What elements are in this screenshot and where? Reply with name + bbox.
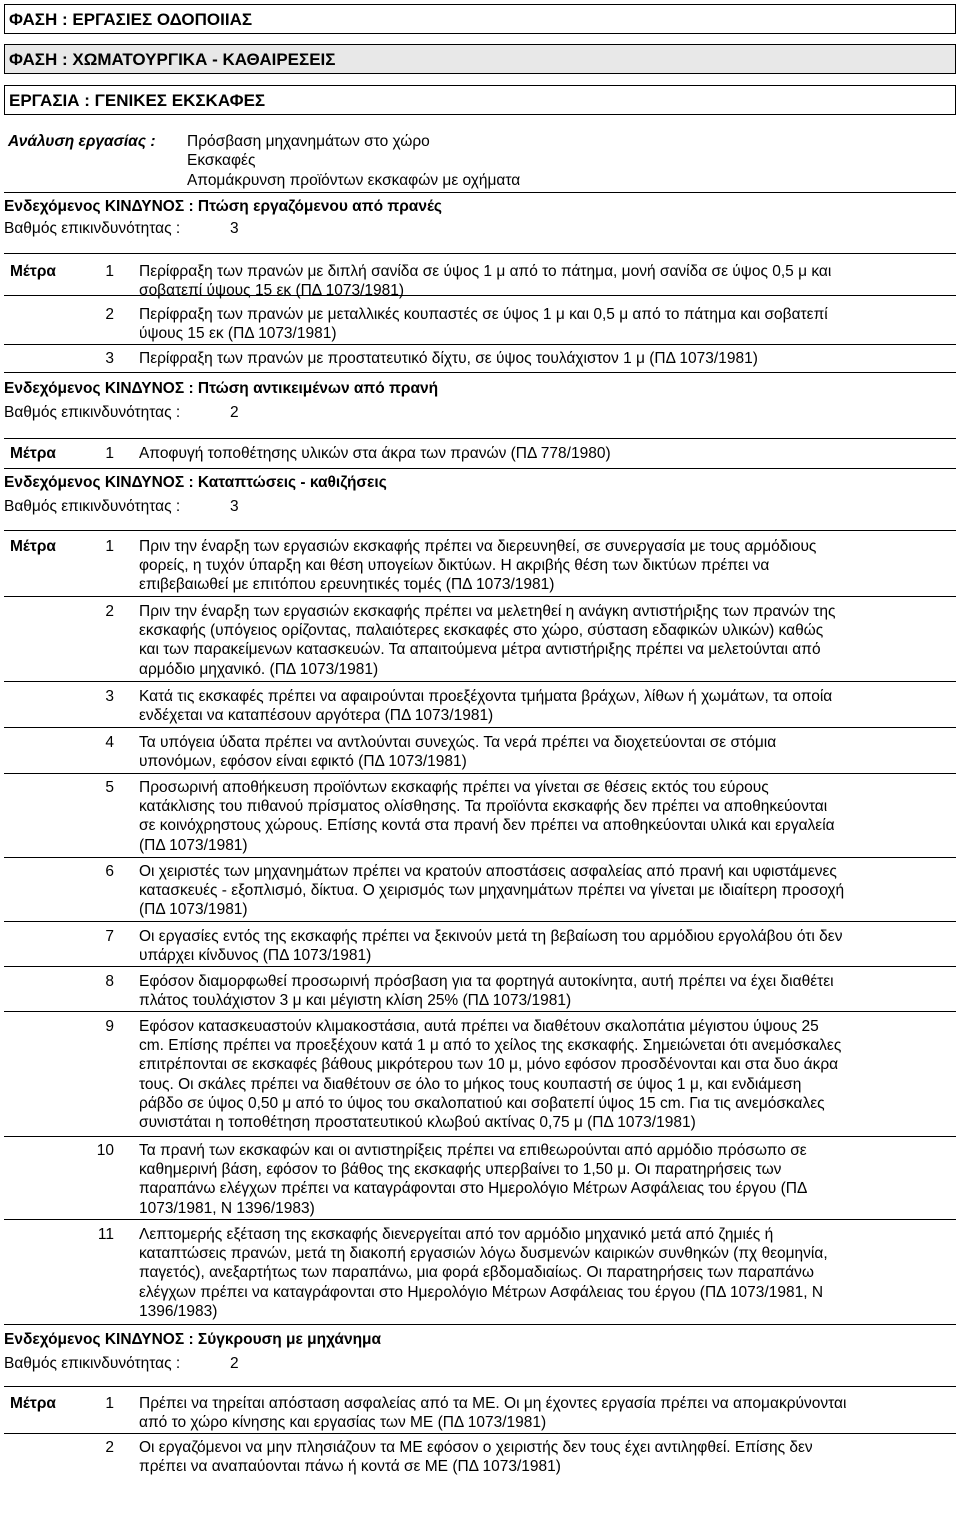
measure-text: Εφόσον κατασκευαστούν κλιμακοστάσια, αυτά πρέπει να διαθέτουν σκαλοπάτια μέγιστου ύψους 25 cm. Επίσης πρέπει να προεξέχουν κατά 1 μ από το χείλος της εκσκαφής. Σημειώνεται ότι ανεμόσκαλες επιτρέπονται σε εκσκαφές βάθους μικρότερου των 10 μ, μόνο εφόσον προσδένονται και στα δυο άκρα τους. Οι σκάλες πρέπει να διαθέτουν σε όλο το μήκος τους κουπαστή σε ύψος 1 μ, και ενδιάμεση ράβδο σε ύψος 0,50 μ από το ύψος του σκαλοπατιού και σοβατεπί ύψος 15 cm. Για τις ανεμόσκαλες συνιστάται η τοποθέτηση προστατευτικού κλωβού ακτίνας 0,75 μ (ΠΔ 1073/1981) [139,1018,842,1132]
measure-text: Τα πρανή των εκσκαφών και οι αντιστηρίξεις πρέπει να επιθεωρούνται από αρμόδιο πρόσωπο σε καθημερινή βάση, εφόσον το βάθος της εκσκαφής υπερβαίνει το 1,50 μ. Οι παρατηρήσεις των παραπάνω ελέγχων πρέπει να καταγράφονται στο Ημερολόγιο Μέτρων Ασφάλειας του έργου (ΠΔ 1073/1981, Ν 1396/1983) [139,1142,808,1217]
measure-number: 7 [105,928,114,945]
divider [4,530,956,531]
risk-value: 3 [230,498,239,515]
measure-text: Κατά τις εκσκαφές πρέπει να αφαιρούνται προεξέχοντα τμήματα βράχων, λίθων ή χωμάτων, τα οποία ενδέχεται να καταπέσουν αργότερα (ΠΔ 1073/1981) [139,688,833,725]
hazard-title: Ενδεχόμενος ΚΙΝΔΥΝΟΣ : Καταπτώσεις - καθιζήσεις [4,474,387,491]
hazard-title: Ενδεχόμενος ΚΙΝΔΥΝΟΣ : Σύγκρουση με μηχάνημα [4,1331,382,1348]
measure-text: Περίφραξη των πρανών με προστατευτικό δίχτυ, σε ύψος τουλάχιστον 1 μ (ΠΔ 1073/1981) [139,350,758,367]
work-title: ΕΡΓΑΣΙΑ : ΓΕΝΙΚΕΣ ΕΚΣΚΑΦΕΣ [9,91,266,110]
divider [4,468,956,469]
divider [4,1136,956,1137]
measure-number: 5 [105,779,114,796]
risk-label: Βαθμός επικινδυνότητας : [4,220,181,237]
divider [4,344,956,345]
measure-text: Αποφυγή τοποθέτησης υλικών στα άκρα των πρανών (ΠΔ 778/1980) [139,445,611,462]
phase-title: ΦΑΣΗ : ΕΡΓΑΣΙΕΣ ΟΔΟΠΟΙΙΑΣ [9,10,253,29]
measure-text: Τα υπόγεια ύδατα πρέπει να αντλούνται συνεχώς. Τα νερά πρέπει να διοχετεύονται σε στόμια υπονόμων, εφόσον είναι εφικτό (ΠΔ 1073/1981) [139,734,777,771]
measure-number: 8 [105,973,114,990]
divider [4,681,956,682]
measures-label: Μέτρα [10,1395,56,1412]
measure-text: Εφόσον διαμορφωθεί προσωρινή πρόσβαση για τα φορτηγά αυτοκίνητα, αυτή πρέπει να έχει διαθέτει πλάτος τουλάχιστον 3 μ και μέγιστη κλίση 25% (ΠΔ 1073/1981) [139,973,834,1010]
divider [4,857,956,858]
measures-label: Μέτρα [10,263,56,280]
measure-number: 4 [105,734,114,751]
measure-text: Πρέπει να τηρείται απόσταση ασφαλείας από τα ΜΕ. Οι μη έχοντες εργασία πρέπει να απομακρύνονται από το χώρο κίνησης και εργασίας των ΜΕ (ΠΔ 1073/1981) [139,1395,847,1432]
measure-number: 2 [105,306,114,323]
measure-text: Οι εργασίες εντός της εκσκαφής πρέπει να ξεκινούν μετά τη βεβαίωση του αρμόδιου εργολάβου ότι δεν υπάρχει κίνδυνος (ΠΔ 1073/1981) [139,928,843,965]
risk-value: 3 [230,220,239,237]
divider [4,727,956,728]
risk-label: Βαθμός επικινδυνότητας : [4,498,181,515]
divider [4,1219,956,1220]
divider [4,253,956,254]
risk-value: 2 [230,404,239,421]
phase-header [4,4,956,34]
measure-number: 2 [105,603,114,620]
measure-text: Περίφραξη των πρανών με μεταλλικές κουπαστές σε ύψος 1 μ και 0,5 μ από το πάτημα και σοβατεπί ύψους 15 εκ (ΠΔ 1073/1981) [139,306,828,343]
measure-number: 11 [97,1226,114,1243]
divider [4,773,956,774]
measure-number: 1 [105,1395,114,1412]
measure-number: 1 [105,445,114,462]
divider [4,1011,956,1012]
measure-text: Πριν την έναρξη των εργασιών εκσκαφής πρέπει να διερευνηθεί, σε συνεργασία με τους αρμόδιους φορείς, η τυχόν ύπαρξη και θέση υπογείων δικτύων. Η ακριβής θέση των δικτύων πρέπει να επιβεβαιωθεί με επιτόπου ερευνητικές τομές (ΠΔ 1073/1981) [139,538,817,594]
subphase-title: ΦΑΣΗ : ΧΩΜΑΤΟΥΡΓΙΚΑ - ΚΑΘΑΙΡΕΣΕΙΣ [9,50,336,69]
subphase-header [4,44,956,74]
divider [4,1324,956,1325]
risk-label: Βαθμός επικινδυνότητας : [4,1355,181,1372]
measure-number: 2 [105,1439,114,1456]
measures-label: Μέτρα [10,538,56,555]
measure-number: 1 [105,263,114,280]
divider [4,1386,956,1387]
measure-number: 6 [105,863,114,880]
measure-text: Οι εργαζόμενοι να μην πλησιάζουν τα ΜΕ εφόσον ο χειριστής δεν τους έχει αντιληφθεί. Επίσης δεν πρέπει να αναπαύονται πάνω ή κοντά σε ΜΕ (ΠΔ 1073/1981) [139,1439,813,1476]
divider [4,966,956,967]
measure-text: Πριν την έναρξη των εργασιών εκσκαφής πρέπει να μελετηθεί η ανάγκη αντιστήριξης των πρανών της εκσκαφής (υπόγειος ορίζοντας, παλαιότερες εκσκαφές στο χώρο, σύσταση εδαφικών υλικών) καθώς και των παρακείμενων κατασκευών. Τα απαιτούμενα μέτρα αντιστήριξης πρέπει να μελετούνται από αρμόδιο μηχανικό. (ΠΔ 1073/1981) [139,603,836,678]
measure-text: Οι χειριστές των μηχανημάτων πρέπει να κρατούν αποστάσεις ασφαλείας από πρανή και υφιστάμενες κατασκευές - εξοπλισμό, δίκτυα. Ο χειρισμός των μηχανημάτων πρέπει να γίνεται με ιδιαίτερη προσοχή (ΠΔ 1073/1981) [139,863,845,919]
divider [4,372,956,373]
analysis-item: Εκσκαφές [187,152,256,169]
divider [4,438,956,439]
risk-label: Βαθμός επικινδυνότητας : [4,404,181,421]
divider [4,596,956,597]
work-header [4,85,956,115]
risk-value: 2 [230,1355,239,1372]
measure-number: 3 [105,688,114,705]
divider [4,921,956,922]
measure-text: Λεπτομερής εξέταση της εκσκαφής διενεργείται από τον αρμόδιο μηχανικό μετά από ζημιές ή καταπτώσεις πρανών, μετά τη διακοπή εργασιών λόγω δυσμενών καιρικών συνθηκών (πχ θεομηνία, παγετός), ανεξαρτήτως των παραπάνω, μια φορά εβδομαδιαίως. Οι παρατηρήσεις των παραπάνω ελέγχων πρέπει να καταγράφονται στο Ημερολόγιο Μέτρων Ασφάλειας του έργου (ΠΔ 1073/1981, Ν 1396/1983) [139,1226,828,1320]
measure-text: Προσωρινή αποθήκευση προϊόντων εκσκαφής πρέπει να γίνεται σε θέσεις εκτός του εύρους κατάκλισης του πιθανού πρίσματος ολίσθησης. Τα προϊόντα εκσκαφής δεν πρέπει να αποθηκεύονται σε κοινόχρηστους χώρους. Επίσης κοντά στα πρανή δεν πρέπει να αποθηκεύονται υλικά και εργαλεία (ΠΔ 1073/1981) [139,779,835,854]
measure-number: 9 [105,1018,114,1035]
measure-number: 3 [105,350,114,367]
measure-text: Περίφραξη των πρανών με διπλή σανίδα σε ύψος 1 μ από το πάτημα, μονή σανίδα σε ύψος 0,5 μ και σοβατεπί ύψους 15 εκ (ΠΔ 1073/1981) [139,263,832,300]
measure-number: 10 [96,1142,114,1159]
divider [4,1433,956,1434]
hazard-title: Ενδεχόμενος ΚΙΝΔΥΝΟΣ : Πτώση εργαζόμενου από πρανές [4,198,442,215]
divider [4,192,956,193]
analysis-item: Απομάκρυνση προϊόντων εκσκαφών με οχήματα [187,172,521,189]
hazard-title: Ενδεχόμενος ΚΙΝΔΥΝΟΣ : Πτώση αντικειμένων από πρανή [4,380,439,397]
analysis-item: Πρόσβαση μηχανημάτων στο χώρο [187,133,430,150]
measures-label: Μέτρα [10,445,56,462]
analysis-label: Ανάλυση εργασίας : [8,133,156,150]
measure-number: 1 [105,538,114,555]
